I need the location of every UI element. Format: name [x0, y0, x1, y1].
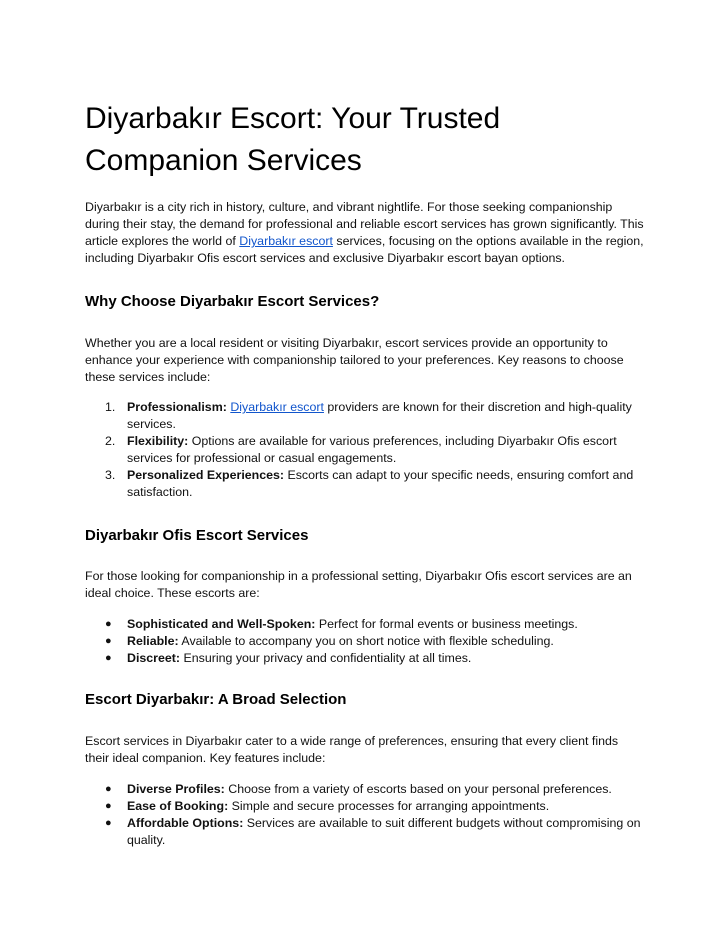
section-ofis-paragraph: For those looking for companionship in a professional setting, Diyarbakır Ofis escort services are an ideal choice. These escorts are:	[85, 569, 632, 600]
item-text: Escorts can adapt to your specific needs, ensuring comfort and satisfaction.	[127, 468, 634, 499]
item-label: Ease of Booking:	[127, 799, 229, 813]
section-heading-broad-selection: Escort Diyarbakır: A Broad Selection	[85, 691, 347, 708]
bullet-icon: ●	[105, 652, 112, 664]
list-number: 2.	[105, 434, 116, 448]
item-text: Available to accompany you on short notice with flexible scheduling.	[178, 634, 554, 648]
list-number: 3.	[105, 468, 116, 482]
section-heading-ofis-escort: Diyarbakır Ofis Escort Services	[85, 527, 309, 544]
item-label: Professionalism:	[127, 400, 227, 414]
list-item	[85, 467, 645, 501]
reasons-numbered-list	[85, 399, 645, 501]
list-item	[85, 798, 645, 815]
intro-link-diyarbakir-escort[interactable]: Diyarbakır escort	[239, 234, 333, 248]
bullet-icon: ●	[105, 783, 112, 795]
bullet-icon: ●	[105, 800, 112, 812]
list-item	[85, 616, 645, 633]
features-bullet-list	[85, 781, 645, 849]
item-text: providers are known for their discretion and high-quality services.	[127, 400, 632, 431]
item-text: Choose from a variety of escorts based on your personal preferences.	[224, 782, 612, 796]
item-text: Ensuring your privacy and confidentiality at all times.	[180, 651, 472, 665]
page-title: Diyarbakır Escort: Your Trusted Companion Services	[85, 102, 501, 177]
ofis-bullet-list	[85, 616, 645, 667]
section-why-choose-paragraph: Whether you are a local resident or visiting Diyarbakır, escort services provide an opportunity to enhance your experience with companionship tailored to your preferences. Key reasons to choose these services include:	[85, 336, 624, 384]
item-text: Perfect for formal events or business meetings.	[315, 617, 578, 631]
item-label: Diverse Profiles:	[127, 782, 225, 796]
list-item	[85, 399, 645, 433]
section-broad-selection-paragraph: Escort services in Diyarbakır cater to a wide range of preferences, ensuring that every client finds their ideal companion. Key features include:	[85, 734, 619, 765]
document-page	[85, 98, 645, 849]
list-item	[85, 633, 645, 650]
bullet-icon: ●	[105, 635, 112, 647]
list-item	[85, 815, 645, 849]
item-text: Options are available for various preferences, including Diyarbakır Ofis escort services for professional or casual engagements.	[127, 434, 617, 465]
item-label: Affordable Options:	[127, 816, 244, 830]
list-number: 1.	[105, 400, 116, 414]
item-text: Simple and secure processes for arranging appointments.	[228, 799, 550, 813]
item-text: Services are available to suit different budgets without compromising on quality.	[127, 816, 641, 847]
bullet-icon: ●	[105, 817, 112, 829]
intro-text-before-link: Diyarbakır is a city rich in history, culture, and vibrant nightlife. For those seeking companionship during their stay, the demand for professional and reliable escort services has grown significantly. This article explores the world of	[85, 200, 644, 248]
item-label: Discreet:	[127, 651, 181, 665]
item-label: Reliable:	[127, 634, 179, 648]
item-label: Sophisticated and Well-Spoken:	[127, 617, 316, 631]
item-label: Flexibility:	[127, 434, 189, 448]
list-item	[85, 650, 645, 667]
item-link-diyarbakir-escort[interactable]: Diyarbakır escort	[230, 400, 324, 414]
item-label: Personalized Experiences:	[127, 468, 285, 482]
bullet-icon: ●	[105, 618, 112, 630]
intro-text-after-link: services, focusing on the options available in the region, including Diyarbakır Ofis escort services and exclusive Diyarbakır escort bayan options.	[85, 234, 644, 265]
section-heading-why-choose: Why Choose Diyarbakır Escort Services?	[85, 293, 380, 310]
list-item	[85, 781, 645, 798]
intro-paragraph	[85, 199, 645, 267]
list-item	[85, 433, 645, 467]
